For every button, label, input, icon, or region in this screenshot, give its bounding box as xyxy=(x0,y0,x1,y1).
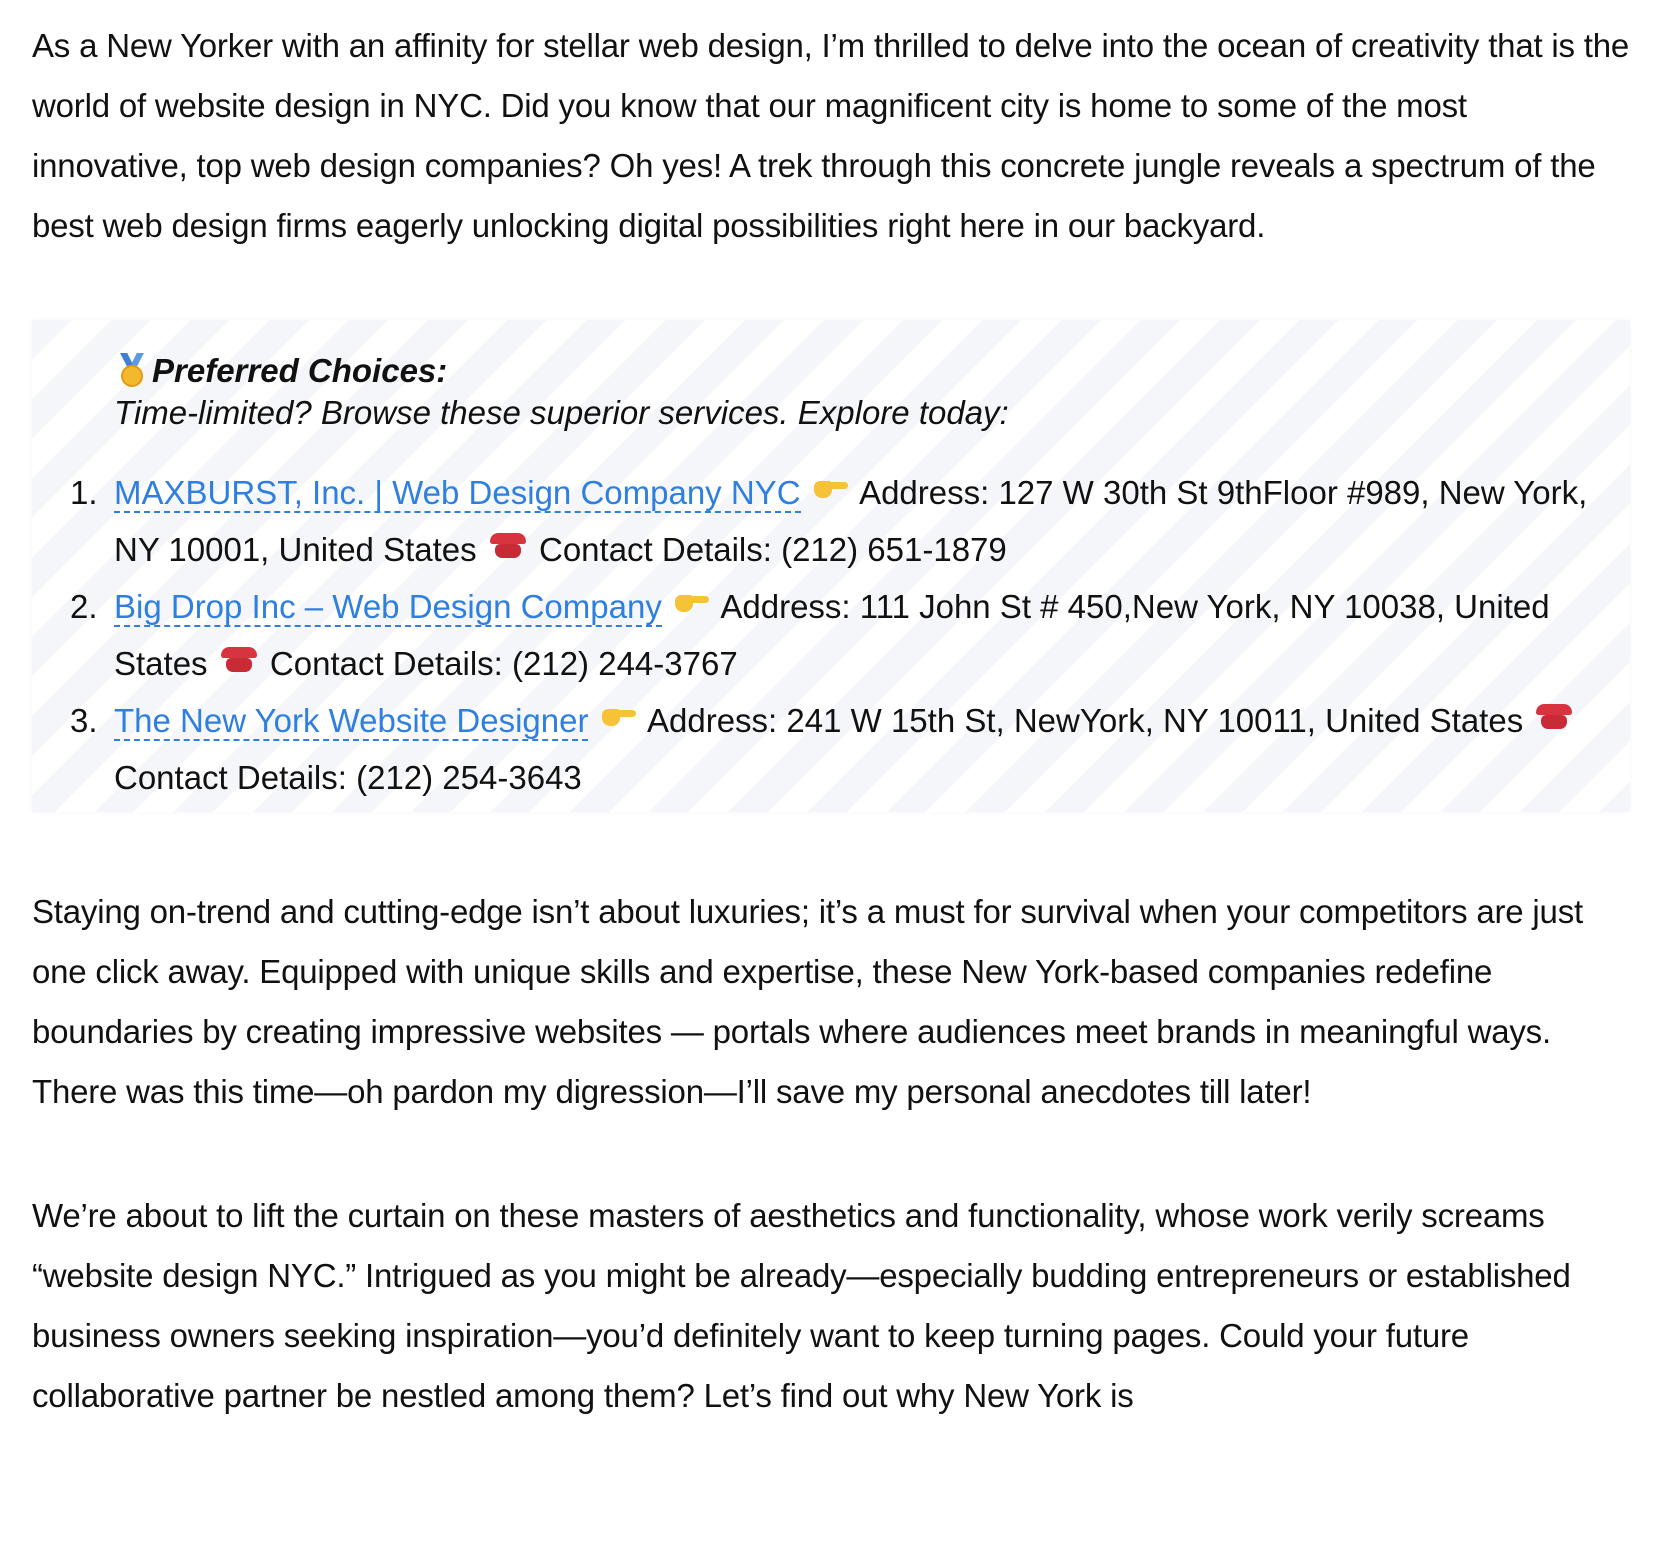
list-item xyxy=(70,464,1620,578)
company-address: Address: 111 John St # 450,New York, NY 10038, United States xyxy=(114,588,1550,682)
company-link-maxburst[interactable]: MAXBURST, Inc. | Web Design Company NYC xyxy=(114,474,801,511)
pointing-hand-icon xyxy=(814,477,848,501)
list-item xyxy=(70,578,1620,692)
company-address: Address: 127 W 30th St 9thFloor #989, New York, NY 10001, United States xyxy=(114,474,1588,568)
telephone-icon xyxy=(221,647,257,673)
body-paragraph-2: Staying on-trend and cutting-edge isn’t about luxuries; it’s a must for survival when your competitors are just one click away. Equipped with unique skills and expertise, these New York-based companies redefine boundaries by creating impressive websites — portals where audiences meet brands in meaningful ways. There was this time—oh pardon my digression—I’ll save my personal anecdotes till later! xyxy=(32,893,1583,1110)
telephone-icon xyxy=(490,533,526,559)
preferred-choices-box xyxy=(32,320,1630,812)
company-link-big-drop[interactable]: Big Drop Inc – Web Design Company xyxy=(114,588,662,625)
list-number: 1. xyxy=(70,474,98,511)
company-contact: Contact Details: (212) 651-1879 xyxy=(538,531,1007,568)
promo-heading xyxy=(114,350,1620,392)
company-list xyxy=(70,464,1620,806)
list-number: 2. xyxy=(70,588,98,625)
pointing-hand-icon xyxy=(602,705,636,729)
medal-icon xyxy=(114,353,150,389)
intro-paragraph: As a New Yorker with an affinity for stellar web design, I’m thrilled to delve into the ocean of creativity that is the world of website design in NYC. Did you know that our magnificent city is home to some of the most innovative, top web design companies? Oh yes! A trek through this concrete jungle reveals a spectrum of the best web design firms eagerly unlocking digital possibilities right here in our backyard. xyxy=(32,27,1630,244)
promo-subtitle: Time-limited? Browse these superior services. Explore today: xyxy=(114,394,1009,431)
telephone-icon xyxy=(1536,704,1572,730)
company-contact: Contact Details: (212) 244-3767 xyxy=(269,645,738,682)
company-contact: Contact Details: (212) 254-3643 xyxy=(114,759,582,796)
body-paragraph-3: We’re about to lift the curtain on these masters of aesthetics and functionality, whose work verily screams “website design NYC.” Intrigued as you might be already—especially budding entrepreneurs or established business owners seeking inspiration—you’d definitely want to keep turning pages. Could your future collaborative partner be nestled among them? Let’s find out why New York is xyxy=(32,1197,1571,1414)
list-number: 3. xyxy=(70,702,98,739)
company-address: Address: 241 W 15th St, NewYork, NY 10011, United States xyxy=(647,702,1524,739)
promo-title: Preferred Choices: xyxy=(152,352,448,389)
list-item xyxy=(70,692,1620,806)
company-link-ny-website-designer[interactable]: The New York Website Designer xyxy=(114,702,589,739)
pointing-hand-icon xyxy=(675,591,709,615)
